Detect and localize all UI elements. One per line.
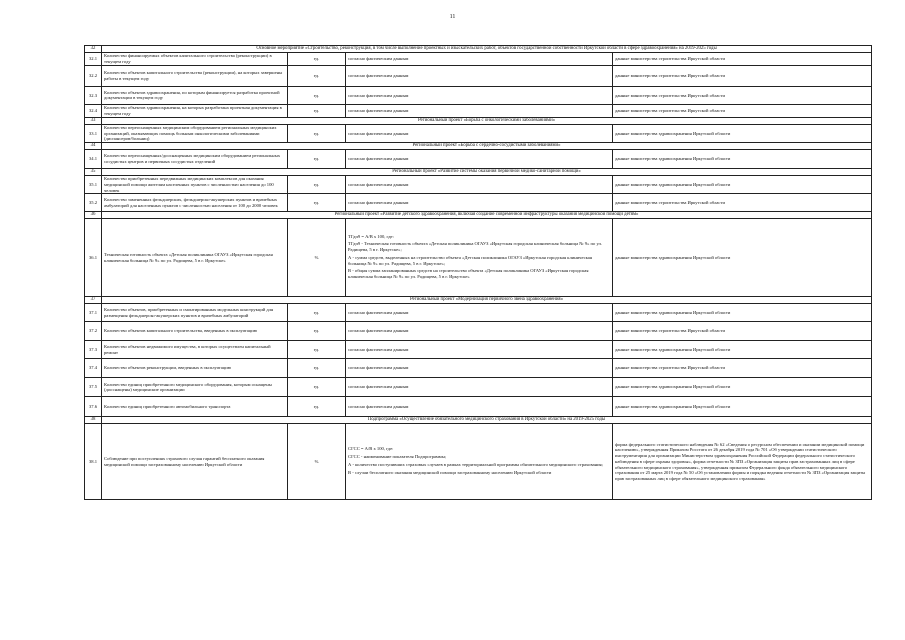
indicator-row	[85, 359, 872, 378]
indicator-row	[85, 150, 872, 169]
data-source: данные министерства строительства Иркутской области	[613, 52, 872, 65]
row-number: 32.4	[85, 104, 102, 117]
unit-of-measure: ед.	[288, 194, 346, 212]
unit-of-measure: %	[288, 219, 346, 297]
indicator-name: Количество объектов капитального строительства (реконструкции), на которых завершены работы в текущем году	[102, 65, 288, 86]
calculation-method: согласно фактическим данным	[346, 150, 613, 169]
indicator-name: Техническая готовность объекта «Детская поликлиника ОГАУЗ «Иркутская городская клиническая больница № 9» по ул. Радищева, 5 в г. Иркутске»	[102, 219, 288, 297]
indicator-row	[85, 176, 872, 194]
data-source: данные министерства здравоохранения Иркутской области	[613, 150, 872, 169]
row-number: 33.1	[85, 124, 102, 142]
data-source: данные министерства здравоохранения Иркутской области	[613, 176, 872, 194]
unit-of-measure: %	[288, 424, 346, 500]
calculation-method: согласно фактическим данным	[346, 341, 613, 359]
unit-of-measure: ед.	[288, 304, 346, 322]
indicator-row	[85, 341, 872, 359]
row-number: 37.6	[85, 397, 102, 417]
calculation-method	[346, 219, 613, 297]
unit-of-measure: ед.	[288, 65, 346, 86]
section-title: Региональный проект «Борьба с онкологическими заболеваниями»	[102, 117, 872, 124]
data-source: данные министерства строительства Иркутской области	[613, 194, 872, 212]
indicator-row	[85, 52, 872, 65]
section-row	[85, 297, 872, 304]
page-number: 11	[449, 14, 456, 20]
indicator-row	[85, 219, 872, 297]
row-number: 34	[85, 143, 102, 150]
indicator-name: Количество финансируемых объектов капитального строительства (реконструкции) в текущем году	[102, 52, 288, 65]
calculation-method: согласно фактическим данным	[346, 52, 613, 65]
section-row	[85, 143, 872, 150]
unit-of-measure: ед.	[288, 359, 346, 378]
section-row	[85, 46, 872, 53]
indicator-name: Количество объектов здравоохранения, по которым финансируется разработка проектной документации в текущем году	[102, 86, 288, 104]
indicators-table	[84, 45, 872, 500]
row-number: 37.5	[85, 378, 102, 397]
indicator-row	[85, 322, 872, 341]
calculation-method: согласно фактическим данным	[346, 304, 613, 322]
section-title: Региональный проект «Развитие системы оказания первичной медико-санитарной помощи»	[102, 169, 872, 176]
indicator-name: Количество объектов, приобретенных и смонтированных модульных конструкций для размещения фельдшерско-акушерских пунктов и врачебных амбулаторий	[102, 304, 288, 322]
row-number: 37.1	[85, 304, 102, 322]
calculation-method: согласно фактическим данным	[346, 104, 613, 117]
calculation-method: согласно фактическим данным	[346, 194, 613, 212]
indicator-name: Количество переоснащенных медицинским оборудованием региональных медицинских организаций, оказывающих помощь больным онкологическими заболеваниями (диспансеров/больниц)	[102, 124, 288, 142]
data-source: данные министерства здравоохранения Иркутской области	[613, 124, 872, 142]
data-source: данные министерства строительства Иркутской области	[613, 65, 872, 86]
calculation-method: согласно фактическим данным	[346, 176, 613, 194]
section-row	[85, 417, 872, 424]
indicator-name: Количество единиц приобретенного автомобильного транспорта	[102, 397, 288, 417]
calculation-method: согласно фактическим данным	[346, 378, 613, 397]
calculation-method: согласно фактическим данным	[346, 65, 613, 86]
formula-line: ТГдп9 = А/В x 100, где:	[348, 233, 394, 239]
row-number: 38	[85, 417, 102, 424]
section-title: Региональный проект «Модернизация первичного звена здравоохранения»	[102, 297, 872, 304]
formula-line: СГСС - наименование показателя Подпрограммы;	[348, 454, 447, 460]
data-source: данные министерства здравоохранения Иркутской области	[613, 378, 872, 397]
row-number: 37.2	[85, 322, 102, 341]
row-number: 35	[85, 169, 102, 176]
unit-of-measure: ед.	[288, 397, 346, 417]
indicator-name: Количество замененных фельдшерских, фельдшерско-акушерских пунктов и врачебных амбулаторий для населенных пунктов с численностью населения от 100 до 2000 человек	[102, 194, 288, 212]
data-source: данные министерства строительства Иркутской области	[613, 359, 872, 378]
unit-of-measure: ед.	[288, 86, 346, 104]
indicator-name: Количество приобретенных передвижных медицинских комплексов для оказания медицинской помощи жителям населенных пунктов с численностью населения до 100 человек	[102, 176, 288, 194]
formula-line: В - случаи бесплатного оказания медицинской помощи застрахованному населению Иркутской области	[348, 469, 552, 475]
unit-of-measure: ед.	[288, 104, 346, 117]
data-source: данные министерства строительства Иркутской области	[613, 86, 872, 104]
row-number: 32	[85, 46, 102, 53]
indicator-name: Соблюдение при поступлениях страхового случая гарантий бесплатного оказания медицинской помощи застрахованному населению Иркутской области	[102, 424, 288, 500]
calculation-method: согласно фактическим данным	[346, 124, 613, 142]
formula-line: ТГдп9 - Техническая готовность объекта «Детская поликлиника ОГАУЗ «Иркутская городская клиническая больница № 9» по ул. Радищева, 5 в г. Иркутске»;	[348, 241, 602, 253]
indicator-name: Количество объектов реконструкции, введенных в эксплуатацию	[102, 359, 288, 378]
unit-of-measure: ед.	[288, 124, 346, 142]
indicator-row	[85, 304, 872, 322]
formula-line: СГСС = А/В x 100, где:	[348, 446, 394, 452]
row-number: 32.1	[85, 52, 102, 65]
data-source: данные министерства здравоохранения Иркутской области	[613, 341, 872, 359]
section-row	[85, 212, 872, 219]
indicator-row	[85, 86, 872, 104]
row-number: 36.1	[85, 219, 102, 297]
indicator-name: Количество переоснащенных/дооснащенных медицинским оборудованием региональных сосудистых центров и первичных сосудистых отделений	[102, 150, 288, 169]
unit-of-measure: ед.	[288, 150, 346, 169]
unit-of-measure: ед.	[288, 341, 346, 359]
data-source: данные министерства строительства Иркутской области	[613, 322, 872, 341]
unit-of-measure: ед.	[288, 322, 346, 341]
indicator-name: Количество объектов капитального строительства, введенных в эксплуатацию	[102, 322, 288, 341]
indicator-row	[85, 124, 872, 142]
section-title: Основное мероприятие «Строительство, реконструкция, в том числе выполнение проектных и изыскательских работ, объектов государственной собственности Иркутской области в сфере здравоохранения» на 2019-2025 годы	[102, 46, 872, 53]
calculation-method: согласно фактическим данным	[346, 322, 613, 341]
data-source: данные министерства здравоохранения Иркутской области	[613, 219, 872, 297]
data-source: данные министерства строительства Иркутской области	[613, 104, 872, 117]
unit-of-measure: ед.	[288, 176, 346, 194]
indicators-table-body	[85, 46, 872, 500]
section-title: Региональный проект «Борьба с сердечно-сосудистыми заболеваниями»	[102, 143, 872, 150]
section-title: Региональный проект «Развитие детского здравоохранения, включая создание современной инфраструктуры оказания медицинской помощи детям»	[102, 212, 872, 219]
row-number: 32.2	[85, 65, 102, 86]
row-number: 37	[85, 297, 102, 304]
indicator-name: Количество объектов здравоохранения, на которых разработана проектная документация в текущем году	[102, 104, 288, 117]
row-number: 33	[85, 117, 102, 124]
row-number: 37.3	[85, 341, 102, 359]
data-source: данные министерства здравоохранения Иркутской области	[613, 397, 872, 417]
calculation-method: согласно фактическим данным	[346, 86, 613, 104]
row-number: 35.1	[85, 176, 102, 194]
data-source: данные министерства здравоохранения Иркутской области	[613, 304, 872, 322]
calculation-method: согласно фактическим данным	[346, 397, 613, 417]
row-number: 35.2	[85, 194, 102, 212]
section-row	[85, 169, 872, 176]
indicator-name: Количество объектов недвижимого имущества, в которых осуществлен капитальный ремонт	[102, 341, 288, 359]
calculation-method: согласно фактическим данным	[346, 359, 613, 378]
row-number: 37.4	[85, 359, 102, 378]
data-source: форма федерального статистического наблюдения № 62 «Сведения о ресурсном обеспечении и оказании медицинской помощи населению», утвержденная Приказом Росстата от 26 декабря 2019 года № 701 «Об утверждении статистического инструментария для организации Министерством здравоохранения Российской Федерации федерального статистического наблюдения в сфере охраны здоровья», форма отчетности № ЗПЗ «Организация защиты прав застрахованных лиц в сфере обязательного медицинского страхования», утвержденная приказом Федерального фонда обязательного медицинского страхования от 25 марта 2019 года № 50 «Об установлении формы и порядка ведения отчетности № ЗПЗ «Организация защиты прав застрахованных лиц в сфере обязательного медицинского страхования»	[613, 424, 872, 500]
indicator-row	[85, 424, 872, 500]
indicator-row	[85, 194, 872, 212]
formula-line: В - общая сумма запланированных средств на строительство объекта «Детская поликлиника ОГАУЗ «Иркутская городская клиническая больница № 9» по ул. Радищева, 5 в г. Иркутске»	[348, 268, 589, 280]
row-number: 36	[85, 212, 102, 219]
indicator-row	[85, 378, 872, 397]
row-number: 34.1	[85, 150, 102, 169]
section-title: Подпрограмма «Осуществление обязательного медицинского страхования в Иркутской области» на 2019-2025 годы	[102, 417, 872, 424]
indicator-name: Количество единиц приобретенного медицинского оборудования, которым оснащены (дооснащены) медицинские организации	[102, 378, 288, 397]
indicator-row	[85, 397, 872, 417]
indicator-row	[85, 104, 872, 117]
section-row	[85, 117, 872, 124]
formula-line: А - сумма средств, выделенных на строительство объекта «Детская поликлиника ОГАУЗ «Иркутская городская клиническая больница № 9» по ул. Радищева, 5 в г. Иркутске»;	[348, 254, 592, 266]
calculation-method	[346, 424, 613, 500]
row-number: 38.1	[85, 424, 102, 500]
indicator-row	[85, 65, 872, 86]
unit-of-measure: ед.	[288, 52, 346, 65]
unit-of-measure: ед.	[288, 378, 346, 397]
formula-line: А - количество поступивших страховых случаев в рамках территориальной программы обязательного медицинского страхования;	[348, 461, 603, 467]
row-number: 32.3	[85, 86, 102, 104]
